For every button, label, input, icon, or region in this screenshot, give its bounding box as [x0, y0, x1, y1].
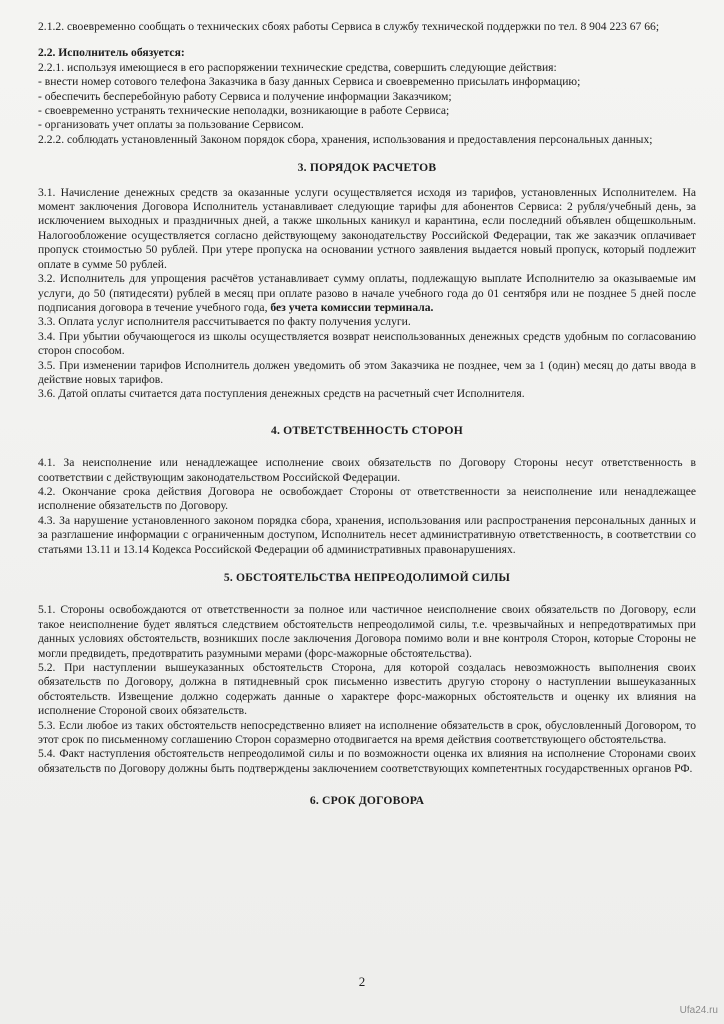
clause-3-2-bold: без учета комиссии терминала.	[270, 300, 434, 314]
list-item: - своевременно устранять технические неполадки, возникающие в работе Сервиса;	[38, 104, 450, 118]
clause-2-1-2: 2.1.2. своевременно сообщать о технических сбоях работы Сервиса в службу технической поддержки по тел. 8 904 223 67 66;	[38, 20, 660, 33]
list-item: - обеспечить бесперебойную работу Сервиса и получение информации Заказчиком;	[38, 89, 452, 103]
section-5-heading: 5. ОБСТОЯТЕЛЬСТВА НЕПРЕОДОЛИМОЙ СИЛЫ	[223, 571, 511, 584]
clause-5-1: 5.1. Стороны освобождаются от ответственности за полное или частичное неисполнение своих обязательств по Договору, если такое неисполнение будет являться следствием обстоятельств непреодолимой силы, т.е. чрезвычайных и непредотвратимых при данных условиях обстоятельств, возникших после заключения Договора помимо воли и вне контроля Сторон, которые Стороны не могли предвидеть, предотвратить разумными мерами (форс-мажорные обстоятельства).	[38, 603, 696, 660]
clause-5-3: 5.3. Если любое из таких обстоятельств непосредственно влияет на исполнение обязательств в срок, обусловленный Договором, то этот срок по письменному соглашению Сторон соразмерно отодвигается на время действия соответствующего обстоятельства.	[38, 718, 696, 747]
section-3-heading: 3. ПОРЯДОК РАСЧЕТОВ	[297, 161, 437, 175]
spacer	[38, 34, 696, 46]
clause-4-3: 4.3. За нарушение установленного законом порядка сбора, хранения, использования или распространения персональных данных и за разглашение информации с ограниченным доступом, Исполнитель несет административную ответственность, в соответствии со статьями 13.11 и 13.14 Кодекса Российской Федерации об административных правонарушениях.	[38, 513, 696, 556]
list-item: - внести номер сотового телефона Заказчика в базу данных Сервиса и своевременно присылать информацию;	[38, 75, 581, 89]
list-item: - организовать учет оплаты за пользование Сервисом.	[38, 118, 304, 132]
clause-3-2-text: 3.2. Исполнитель для упрощения расчётов устанавливает сумму оплаты, подлежащую выплате Исполнителю за оказываемые им услуги, до 50 (пятидесяти) рублей в месяц при оплате разово в начале учебного года до 01 сентября или не позднее 5 дней после подписания договора в течение учебного года,	[38, 272, 696, 314]
clause-3-1: 3.1. Начисление денежных средств за оказанные услуги осуществляется исходя из тарифов, установленных Исполнителем. На момент заключения Договора Исполнитель устанавливает следующие тарифы для абонентов Сервиса: 2 рубля/учебный день, за исключением выходных и праздничных дней, а также школьных каникул и карантина, если последний объявлен общешкольным. Налогообложение осуществляется согласно действующему законодательству Российской Федерации, так же заказчик оплачивает пропуск стоимостью 50 рублей. При утере пропуска на основании устного заявления выдается новый пропуск, который подлежит оплате в сумме 50 рублей.	[38, 185, 696, 271]
clause-5-4: 5.4. Факт наступления обстоятельств непреодолимой силы и по возможности оценка их влияния на исполнение Сторонами своих обязательств по Договору должны быть подтверждены заключением соответствующих компетентных государственных органов РФ.	[38, 747, 696, 775]
section-4-heading: 4. ОТВЕТСТВЕННОСТЬ СТОРОН	[270, 423, 463, 437]
watermark: Ufa24.ru	[679, 1004, 718, 1016]
clause-2-2-1: 2.2.1. используя имеющиеся в его распоряжении технические средства, совершить следующие действия:	[38, 60, 557, 74]
clause-3-4: 3.4. При убытии обучающегося из школы осуществляется возврат неиспользованных денежных средств удобным по согласованию сторон способом.	[38, 329, 696, 358]
clause-3-2	[38, 272, 696, 315]
clause-4-1: 4.1. За неисполнение или ненадлежащее исполнение своих обязательств по Договору Стороны несут ответственность в соответствии с действующим законодательством Российской Федерации.	[38, 456, 696, 484]
clause-5-2: 5.2. При наступлении вышеуказанных обстоятельств Сторона, для которой создалась невозможность выполнения своих обязательств по Договору, должна в пятидневный срок письменно известить другую сторону о наступлении вышеуказанных обстоятельств. Извещение должно содержать данные о характере форс-мажорных обстоятельств и оценку их влияния на исполнение Стороной своих обязательств.	[38, 661, 696, 718]
subsection-2-2-title: 2.2. Исполнитель обязуется:	[38, 46, 185, 60]
page-number: 2	[358, 974, 366, 989]
clause-3-5: 3.5. При изменении тарифов Исполнитель должен уведомить об этом Заказчика не позднее, чем за 1 (один) месяц до даты ввода в действие новых тарифов.	[38, 358, 696, 386]
clause-3-3: 3.3. Оплата услуг исполнителя рассчитывается по факту получения услуги.	[38, 315, 411, 329]
clause-2-2-2: 2.2.2. соблюдать установленный Законом порядок сбора, хранения, использования и предоставления персональных данных;	[38, 132, 653, 146]
clause-3-6: 3.6. Датой оплаты считается дата поступления денежных средств на расчетный счет Исполнителя.	[38, 387, 525, 401]
section-6-heading: 6. СРОК ДОГОВОРА	[309, 794, 425, 808]
clause-4-2: 4.2. Окончание срока действия Договора не освобождает Стороны от ответственности за неисполнение или ненадлежащее исполнение обязательств по Договору.	[38, 484, 696, 513]
